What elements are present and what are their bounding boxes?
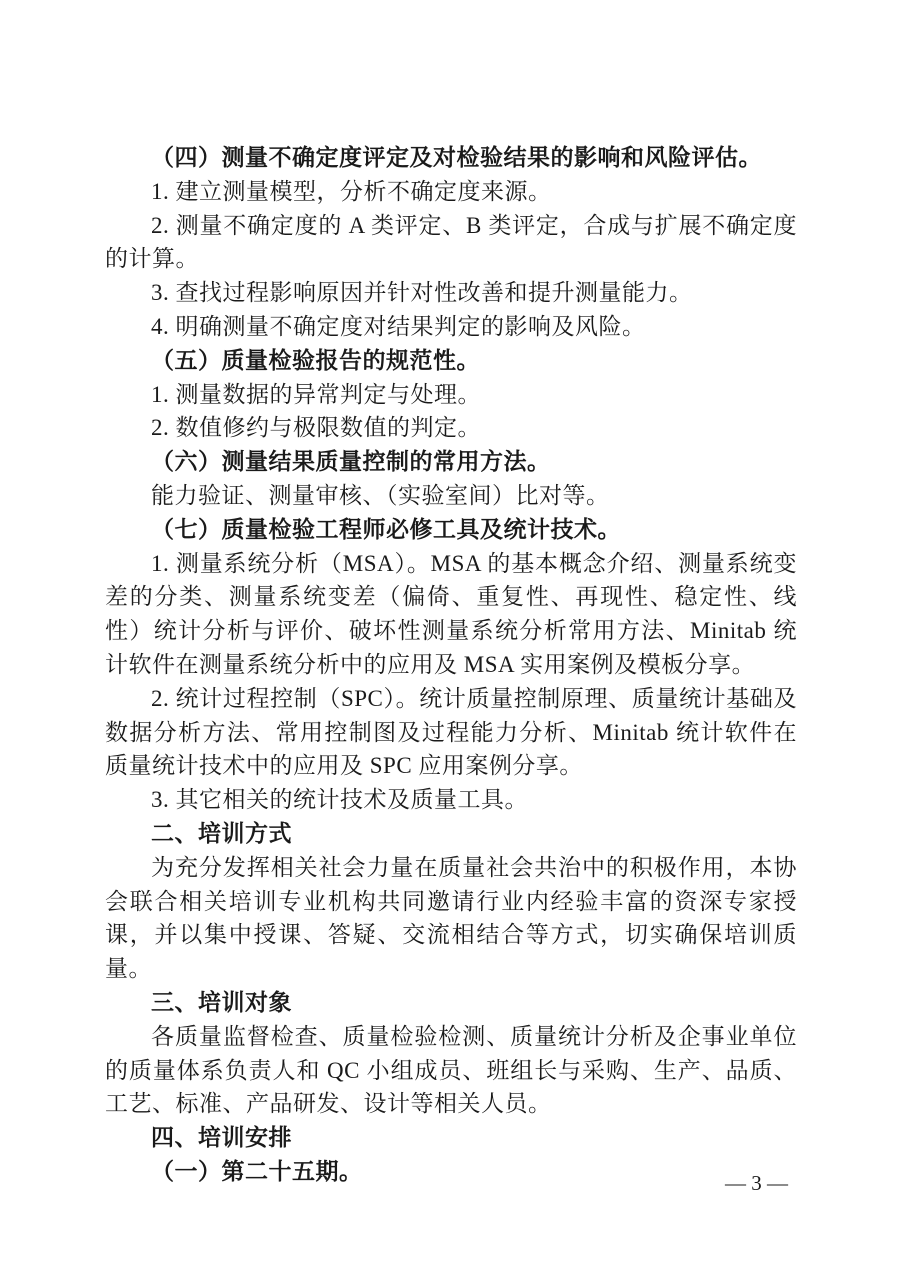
body-paragraph: 2. 测量不确定度的 A 类评定、B 类评定，合成与扩展不确定度的计算。: [105, 212, 797, 272]
body-paragraph: 3. 其它相关的统计技术及质量工具。: [151, 787, 528, 813]
body-paragraph: 能力验证、测量审核、（实验室间）比对等。: [151, 482, 610, 508]
section-heading: 四、培训安排: [151, 1124, 292, 1151]
section-subheading: （七）质量检验工程师必修工具及统计技术。: [151, 516, 621, 542]
section-heading: 三、培训对象: [151, 988, 292, 1015]
section-subheading: （五）质量检验报告的规范性。: [151, 347, 480, 373]
section-subheading: （四）测量不确定度评定及对检验结果的影响和风险评估。: [151, 145, 762, 170]
body-paragraph: 1. 测量系统分析（MSA）。MSA 的基本概念介绍、测量系统变差的分类、测量系统变差（偏倚、重复性、再现性、稳定性、线性）统计分析与评价、破坏性测量系统分析常用方法、Minitab 统计软件在测量系统分析中的应用及 MSA 实用案例及模板分享。: [105, 550, 797, 677]
section-subheading: （一）第二十五期。: [151, 1158, 363, 1184]
page-number: — 3 —: [725, 1171, 788, 1195]
body-paragraph: 各质量监督检查、质量检验检测、质量统计分析及企事业单位的质量体系负责人和 QC 小组成员、班组长与采购、生产、品质、工艺、标准、产品研发、设计等相关人员。: [105, 1023, 797, 1117]
body-paragraph: 4. 明确测量不确定度对结果判定的影响及风险。: [151, 313, 646, 339]
body-paragraph: 3. 查找过程影响原因并针对性改善和提升测量能力。: [151, 280, 693, 306]
section-heading: 二、培训方式: [151, 819, 292, 846]
body-paragraph: 2. 数值修约与极限数值的判定。: [151, 415, 481, 441]
document-body: [105, 141, 797, 1189]
section-subheading: （六）测量结果质量控制的常用方法。: [151, 449, 551, 475]
body-paragraph: 1. 测量数据的异常判定与处理。: [151, 381, 481, 407]
body-paragraph: 1. 建立测量模型，分析不确定度来源。: [151, 178, 552, 204]
body-paragraph: 为充分发挥相关社会力量在质量社会共治中的积极作用，本协会联合相关培训专业机构共同邀请行业内经验丰富的资深专家授课，并以集中授课、答疑、交流相结合等方式，切实确保培训质量。: [105, 854, 797, 982]
body-paragraph: 2. 统计过程控制（SPC）。统计质量控制原理、质量统计基础及数据分析方法、常用控制图及过程能力分析、Minitab 统计软件在质量统计技术中的应用及 SPC 应用案例分享。: [105, 685, 797, 779]
